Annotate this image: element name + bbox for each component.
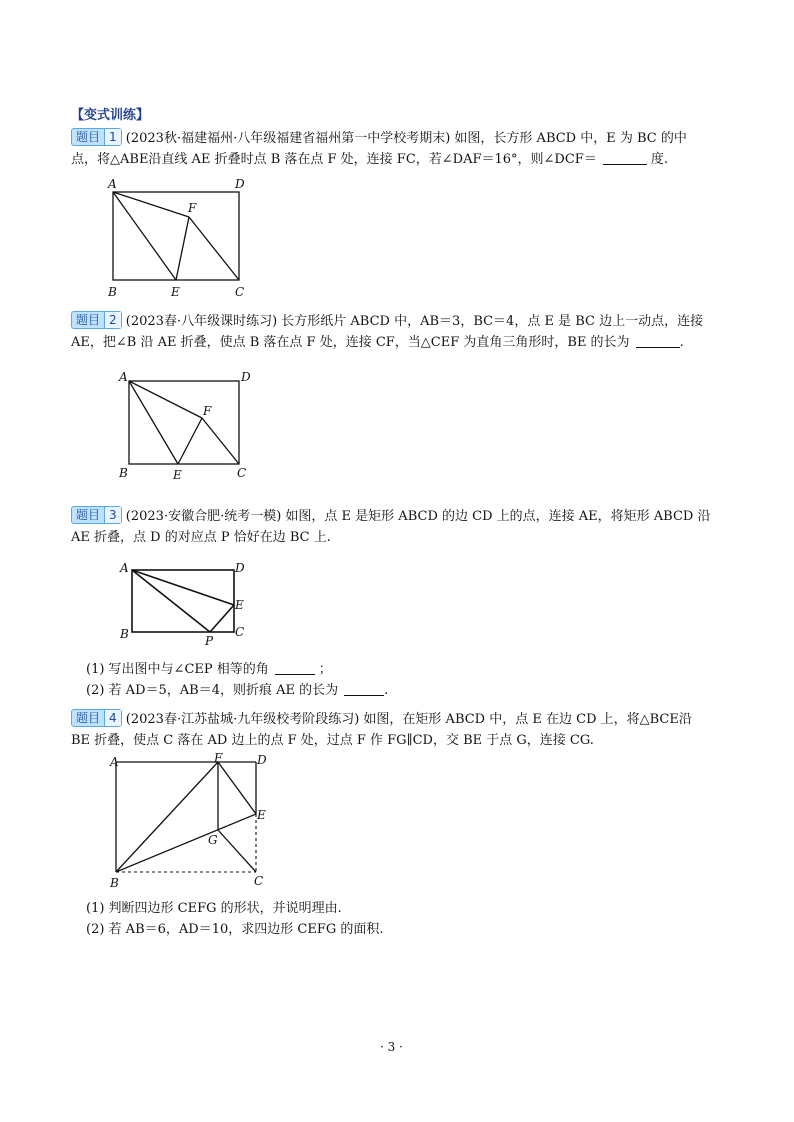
label-B: B xyxy=(120,627,129,641)
problem-4-figure xyxy=(104,752,274,892)
label-F: F xyxy=(214,752,223,765)
problem-4-line-1: 题目 4 (2023春·江苏盐城·九年级校考阶段练习) 如图，在矩形 ABCD 中，点 E 在边 CD 上，将△BCE沿 xyxy=(71,709,692,730)
label-B: B xyxy=(108,285,117,299)
label-C: C xyxy=(237,466,247,480)
problem-2-line-2: AE，把∠B 沿 AE 折叠，使点 B 落在点 F 处，连接 CF，当△CEF 为直角三角形时，BE 的长为 . xyxy=(71,335,684,350)
label-E: E xyxy=(257,808,266,822)
label-E: E xyxy=(171,285,180,299)
page-number: · 3 · xyxy=(380,1040,403,1054)
answer-blank[interactable] xyxy=(344,681,384,696)
answer-blank[interactable] xyxy=(636,333,680,348)
problem-4-badge: 题目 4 xyxy=(71,709,122,727)
problem-1-line-2: 点，将△ABE沿直线 AE 折叠时点 B 落在点 F 处，连接 FC，若∠DAF＝16°，则∠DCF＝ 度. xyxy=(71,152,668,167)
problem-2-figure xyxy=(114,367,254,482)
label-A: A xyxy=(119,370,128,384)
label-G: G xyxy=(208,833,218,847)
problem-1-figure xyxy=(100,172,260,302)
label-F: F xyxy=(203,404,212,418)
label-A: A xyxy=(110,755,119,769)
problem-3-badge: 题目 3 xyxy=(71,506,122,524)
problem-1-badge: 题目 1 xyxy=(71,128,122,146)
problem-2-line-1: 题目 2 (2023春·八年级课时练习) 长方形纸片 ABCD 中，AB＝3，BC＝4，点 E 是 BC 边上一动点，连接 xyxy=(71,311,703,332)
problem-4-line-2: BE 折叠，使点 C 落在 AD 边上的点 F 处，过点 F 作 FG∥CD，交 BE 于点 G，连接 CG. xyxy=(71,733,594,748)
problem-3-sub-1: (1) 写出图中与∠CEP 相等的角 ； xyxy=(86,662,332,677)
problem-2-badge: 题目 2 xyxy=(71,311,122,329)
label-D: D xyxy=(235,177,245,191)
label-D: D xyxy=(241,370,251,384)
label-E: E xyxy=(173,468,182,482)
label-A: A xyxy=(120,561,129,575)
problem-3-sub-2: (2) 若 AD＝5，AB＝4，则折痕 AE 的长为 . xyxy=(86,683,389,698)
label-C: C xyxy=(235,285,245,299)
label-C: C xyxy=(235,625,245,639)
problem-4-sub-2: (2) 若 AB＝6，AD＝10，求四边形 CEFG 的面积. xyxy=(86,922,384,937)
label-B: B xyxy=(110,876,119,890)
label-D: D xyxy=(257,753,267,767)
label-P: P xyxy=(205,634,214,648)
problem-3-line-1: 题目 3 (2023·安徽合肥·统考一模) 如图，点 E 是矩形 ABCD 的边 CD 上的点，连接 AE，将矩形 ABCD 沿 xyxy=(71,506,710,527)
label-C: C xyxy=(254,874,264,888)
problem-1-line-1: 题目 1 (2023秋·福建福州·八年级福建省福州第一中学校考期末) 如图，长方形 ABCD 中，E 为 BC 的中 xyxy=(71,128,687,149)
problem-3-figure xyxy=(114,558,254,648)
answer-blank[interactable] xyxy=(603,150,647,165)
label-B: B xyxy=(119,466,128,480)
label-D: D xyxy=(235,561,245,575)
answer-blank[interactable] xyxy=(275,660,315,675)
problem-4-sub-1: (1) 判断四边形 CEFG 的形状，并说明理由. xyxy=(86,901,342,916)
label-F: F xyxy=(188,201,197,215)
problem-3-line-2: AE 折叠，点 D 的对应点 P 恰好在边 BC 上. xyxy=(71,530,331,545)
label-E: E xyxy=(235,598,244,612)
section-title: 【变式训练】 xyxy=(71,108,150,123)
label-A: A xyxy=(108,177,117,191)
